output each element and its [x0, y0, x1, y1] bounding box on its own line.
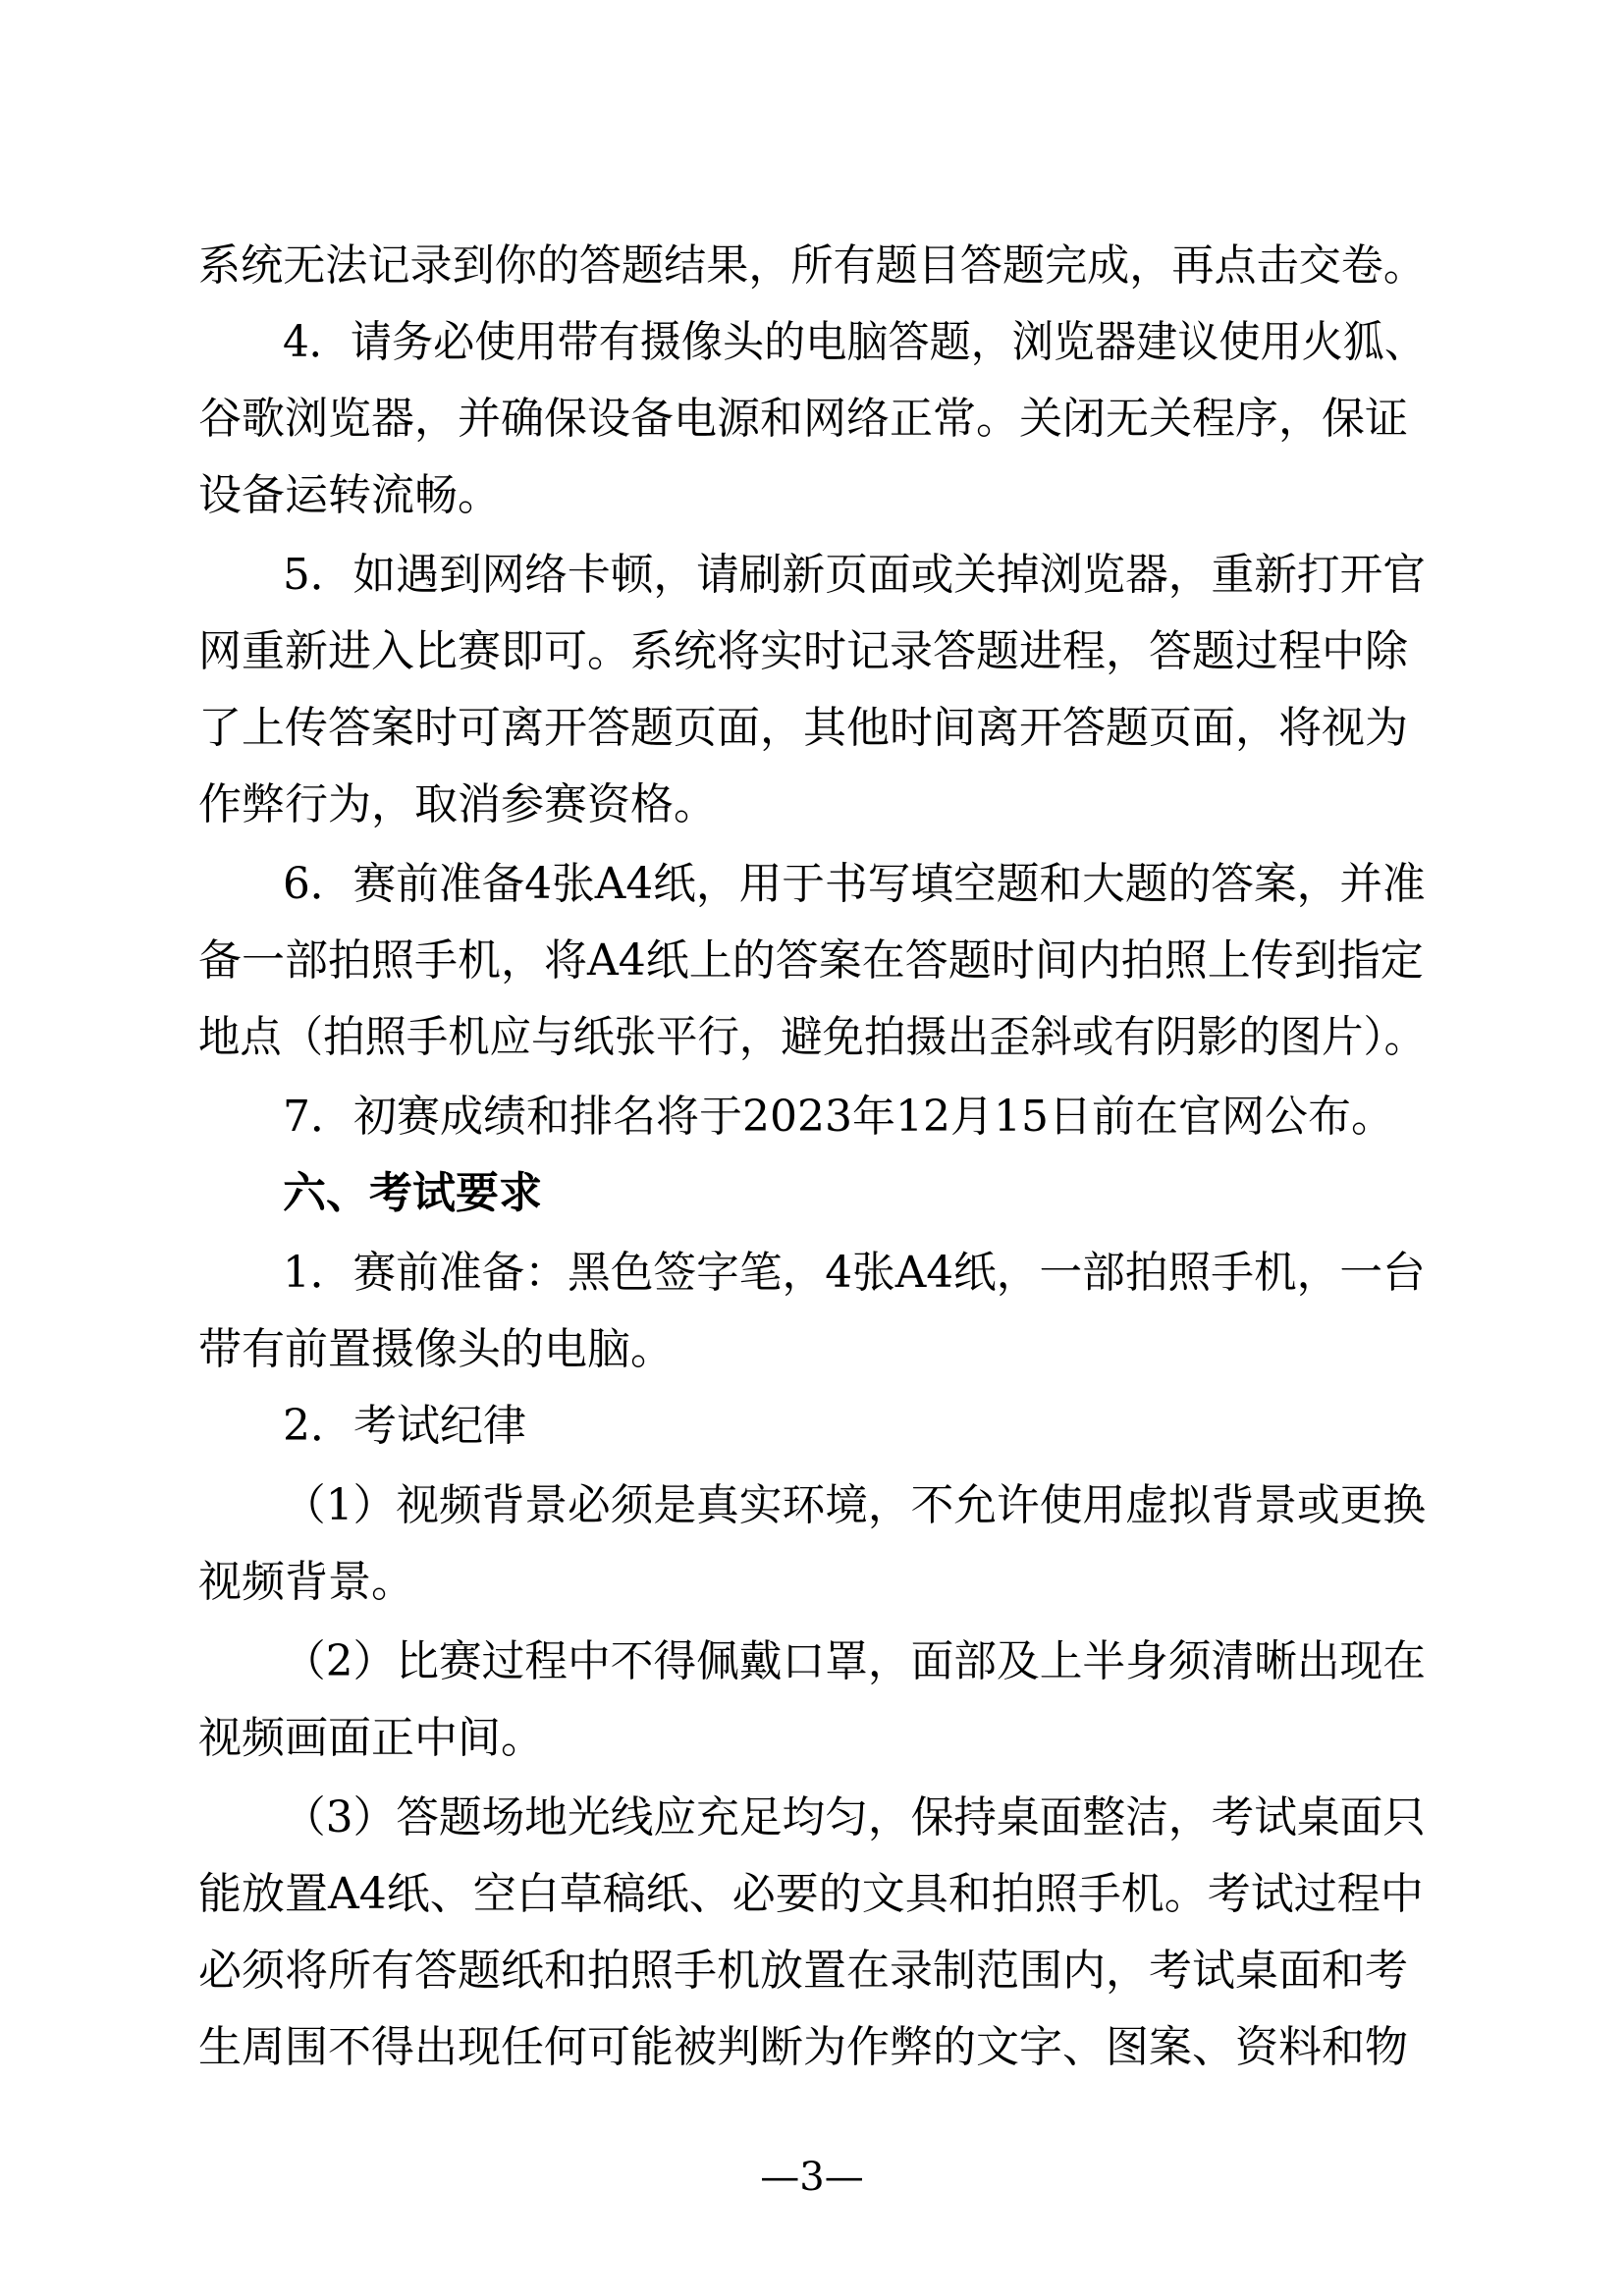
text-line: 能放置A4纸、空白草稿纸、必要的文具和拍照手机。考试过程中 — [198, 1869, 1424, 1919]
text-line: 设备运转流畅。 — [198, 470, 501, 520]
text-line: 系统无法记录到你的答题结果，所有题目答题完成，再点击交卷。 — [198, 240, 1426, 291]
text-line: 地点（拍照手机应与纸张平行，避免拍摄出歪斜或有阴影的图片）。 — [198, 1012, 1426, 1062]
text-line: 视频画面正中间。 — [198, 1713, 544, 1763]
text-line: （2）比赛过程中不得佩戴口罩，面部及上半身须清晰出现在 — [283, 1636, 1426, 1686]
text-line: 生周围不得出现任何可能被判断为作弊的文字、图案、资料和物 — [198, 2022, 1408, 2072]
text-line: 4．请务必使用带有摄像头的电脑答题，浏览器建议使用火狐、 — [283, 317, 1426, 367]
text-line: 5．如遇到网络卡顿，请刷新页面或关掉浏览器，重新打开官 — [283, 550, 1426, 600]
text-line: 备一部拍照手机，将A4纸上的答案在答题时间内拍照上传到指定 — [198, 935, 1424, 986]
text-line: 带有前置摄像头的电脑。 — [198, 1324, 674, 1374]
text-line: 1．赛前准备：黑色签字笔，4张A4纸，一部拍照手机，一台 — [283, 1248, 1426, 1298]
text-line: 7．初赛成绩和排名将于2023年12月15日前在官网公布。 — [283, 1092, 1394, 1142]
page-number: —3— — [760, 2155, 864, 2200]
text-line: 视频背景。 — [198, 1557, 414, 1607]
text-line: 谷歌浏览器，并确保设备电源和网络正常。关闭无关程序，保证 — [198, 394, 1408, 444]
section-heading: 六、考试要求 — [283, 1168, 542, 1218]
text-line: 2．考试纪律 — [283, 1401, 526, 1451]
text-line: 网重新进入比赛即可。系统将实时记录答题进程，答题过程中除 — [198, 626, 1408, 676]
text-line: （3）答题场地光线应充足均匀，保持桌面整洁，考试桌面只 — [283, 1792, 1426, 1842]
text-line: 了上传答案时可离开答题页面，其他时间离开答题页面，将视为 — [198, 703, 1408, 753]
text-line: 作弊行为，取消参赛资格。 — [198, 779, 717, 829]
text-line: （1）视频背景必须是真实环境，不允许使用虚拟背景或更换 — [283, 1480, 1426, 1530]
text-line: 必须将所有答题纸和拍照手机放置在录制范围内，考试桌面和考 — [198, 1946, 1408, 1996]
text-line: 6．赛前准备4张A4纸，用于书写填空题和大题的答案，并准 — [283, 859, 1426, 909]
